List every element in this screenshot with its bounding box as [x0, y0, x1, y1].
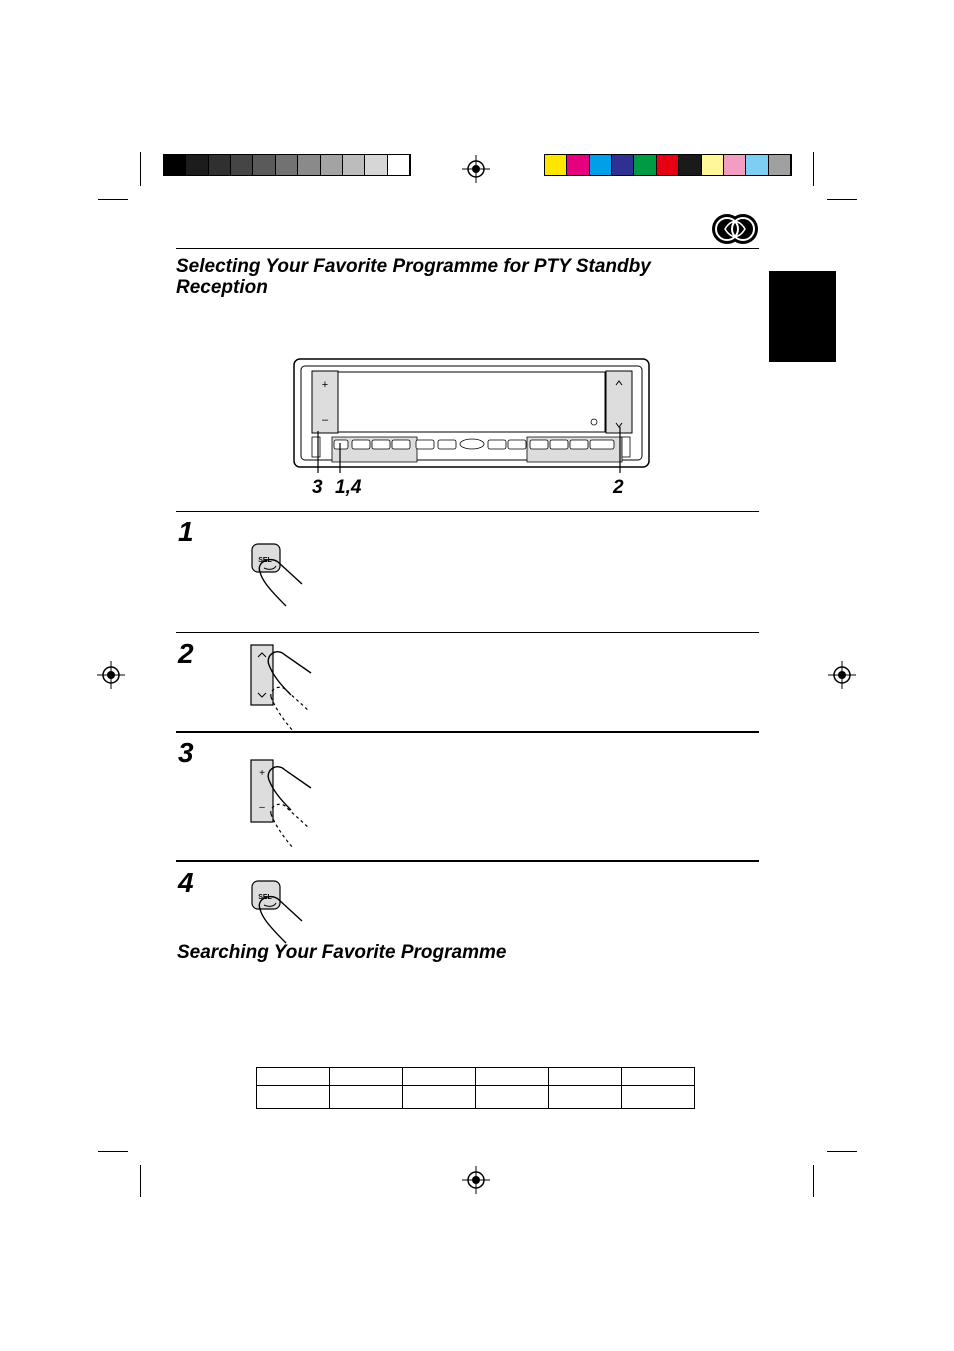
crop-mark: [140, 152, 141, 186]
step-rule: [176, 860, 759, 862]
up-down-button-press-icon: [249, 643, 315, 733]
table-cell: [549, 1086, 622, 1109]
crop-mark: [813, 152, 814, 186]
registration-target-icon: [97, 661, 125, 689]
language-badge-icon: [711, 213, 759, 245]
table-cell: [403, 1086, 476, 1109]
color-swatch: [657, 155, 679, 175]
table-row: [257, 1068, 695, 1086]
pty-table: [256, 1067, 695, 1109]
callout-2: 2: [613, 477, 624, 498]
color-swatch: [612, 155, 634, 175]
step-number-2: 2: [178, 638, 194, 669]
gray-swatch: [298, 155, 320, 175]
registration-target-icon: [462, 1166, 490, 1194]
color-swatch: [679, 155, 701, 175]
table-cell: [330, 1086, 403, 1109]
gray-swatch: [365, 155, 387, 175]
gray-swatch: [343, 155, 365, 175]
sel-button-press-icon: [248, 540, 308, 608]
crop-mark: [140, 1165, 141, 1197]
color-swatch: [590, 155, 612, 175]
header-rule: [176, 248, 759, 249]
section-tab: [769, 271, 836, 362]
color-swatch: [746, 155, 768, 175]
gray-swatch: [231, 155, 253, 175]
callout-1-4: 1,4: [335, 477, 362, 498]
svg-text:+: +: [259, 768, 265, 779]
section-subtitle: Searching Your Favorite Programme: [177, 942, 507, 963]
color-swatch: [634, 155, 656, 175]
grayscale-calibration-bar: [163, 154, 411, 176]
registration-target-icon: [462, 155, 490, 183]
table-cell: [403, 1068, 476, 1086]
faceplate-diagram: [292, 357, 652, 473]
step-number-1: 1: [178, 516, 194, 547]
crop-mark: [827, 199, 857, 200]
table-cell: [476, 1068, 549, 1086]
plus-minus-button-press-icon: [249, 758, 315, 850]
table-cell: [622, 1086, 695, 1109]
step-number-3: 3: [178, 737, 194, 768]
gray-swatch: [253, 155, 275, 175]
crop-mark: [98, 199, 128, 200]
svg-text:–: –: [321, 414, 329, 426]
page-title: Selecting Your Favorite Programme for PTY Standby Reception: [176, 256, 651, 298]
crop-mark: [813, 1165, 814, 1197]
svg-text:–: –: [259, 802, 265, 813]
registration-target-icon: [828, 661, 856, 689]
gray-swatch: [186, 155, 208, 175]
color-swatch: [545, 155, 567, 175]
table-cell: [622, 1068, 695, 1086]
crop-mark: [98, 1151, 128, 1152]
step-rule: [176, 632, 759, 633]
table-cell: [257, 1086, 330, 1109]
callout-3: 3: [312, 477, 323, 498]
color-swatch: [724, 155, 746, 175]
color-calibration-bar: [544, 154, 792, 176]
svg-text:+: +: [321, 379, 329, 391]
table-cell: [330, 1068, 403, 1086]
sel-label: SEL: [258, 894, 272, 901]
color-swatch: [702, 155, 724, 175]
step-rule: [176, 511, 759, 512]
gray-swatch: [276, 155, 298, 175]
color-swatch: [769, 155, 791, 175]
color-swatch: [567, 155, 589, 175]
gray-swatch: [321, 155, 343, 175]
sel-button-press-icon: [248, 877, 308, 945]
sel-label: SEL: [258, 557, 272, 564]
crop-mark: [827, 1151, 857, 1152]
gray-swatch: [388, 155, 410, 175]
step-number-4: 4: [178, 867, 194, 898]
gray-swatch: [209, 155, 231, 175]
table-cell: [549, 1068, 622, 1086]
table-cell: [476, 1086, 549, 1109]
table-row: [257, 1086, 695, 1109]
gray-swatch: [164, 155, 186, 175]
table-cell: [257, 1068, 330, 1086]
